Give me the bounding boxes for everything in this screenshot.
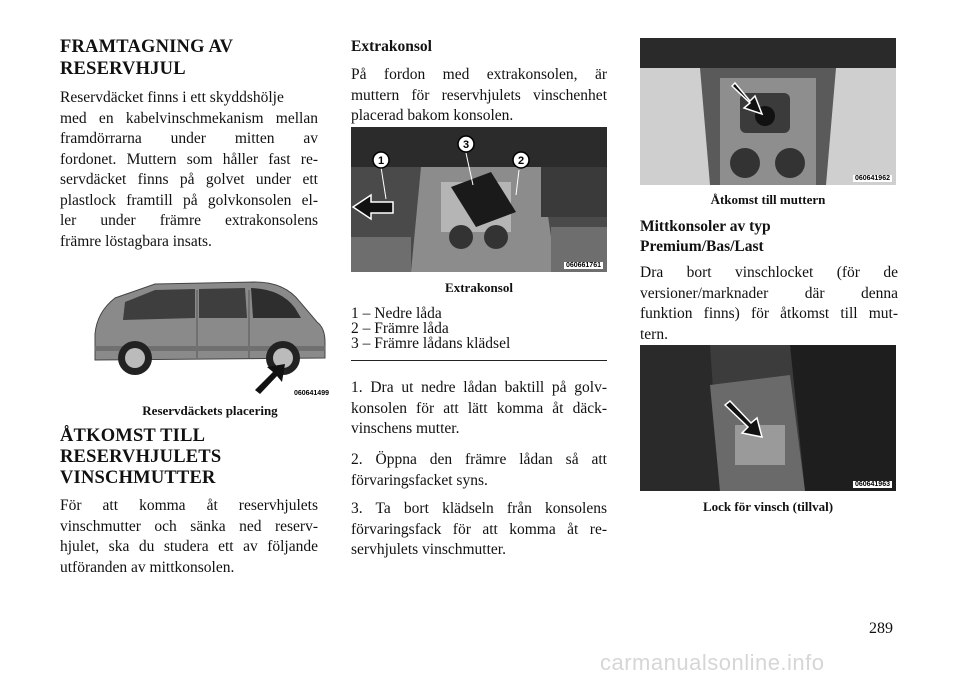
paragraph-spare-location: Reservdäcket finns i ett skyddshölje med en kabelvinschmekanism mellan framdörrarna under mitten av fordonet. Muttern som håller fast re- servdäcket finns på golvet under ett plastlock framtill på golvkonsolen el- ler under främre extrakonsolens främre löstagbara insats. — [60, 89, 318, 250]
legend-list — [351, 306, 607, 361]
figure-code: 060641963 — [854, 481, 890, 488]
subheading-extrakonsol: Extrakonsol — [351, 38, 432, 55]
caption-extrakonsol: Extrakonsol — [445, 280, 513, 295]
step-2: 2. Öppna den främre lådan så att förvaringsfacket syns. — [351, 451, 607, 489]
nut-access-photo — [640, 38, 896, 185]
legend-item-3: 3 – Främre lådans klädsel — [351, 335, 511, 352]
marker-2: 2 — [517, 155, 525, 167]
van-photo — [85, 272, 335, 400]
caption-nut-access: Åtkomst till muttern — [710, 192, 826, 207]
extrakonsol-photo — [351, 127, 607, 272]
subheading-mittkonsoler: Mittkonsoler av typ Premium/Bas/Last — [640, 218, 771, 255]
legend-item-1: 1 – Nedre låda — [351, 305, 442, 322]
caption-spare-location: Reservdäckets placering — [142, 403, 278, 418]
legend-item-2: 2 – Främre låda — [351, 320, 449, 337]
legend-divider — [351, 360, 607, 361]
paragraph-vinschlock: Dra bort vinschlocket (för de versioner/marknader där denna funktion finns) för åtkomst till mut- tern. — [640, 264, 898, 343]
page-number: 289 — [869, 620, 893, 637]
marker-3: 3 — [462, 139, 470, 151]
caption-winch-cover: Lock för vinsch (tillval) — [702, 499, 834, 514]
section-heading-reservhjul: FRAMTAGNING AV RESERVHJUL — [60, 37, 233, 79]
figure-code: 060641962 — [854, 175, 890, 182]
section-heading-atkomst: ÅTKOMST TILL RESERVHJULETS VINSCHMUTTER — [60, 426, 222, 488]
marker-1: 1 — [377, 155, 385, 167]
step-1: 1. Dra ut nedre lådan baktill på golv- konsolen för att lätt komma åt däck- vinschens mutter. — [351, 379, 607, 437]
paragraph-access-nut: För att komma åt reservhjulets vinschmutter och sänka ned reserv- hjulet, ska du studera ett av följande utföranden av mittkonsolen. — [60, 497, 318, 576]
figure-code: 060641499 — [293, 390, 329, 397]
figure-code: 060661761 — [565, 262, 601, 269]
step-3: 3. Ta bort klädseln från konsolens förvaringsfack för att komma åt re- servhjulets vinschmutter. — [351, 500, 607, 558]
winch-cover-photo — [640, 345, 896, 491]
watermark: carmanualsonline.info — [600, 650, 825, 675]
paragraph-extrakonsol-intro: På fordon med extrakonsolen, är muttern för reservhjulets vinschenhet placerad bakom konsolen. — [351, 66, 607, 124]
